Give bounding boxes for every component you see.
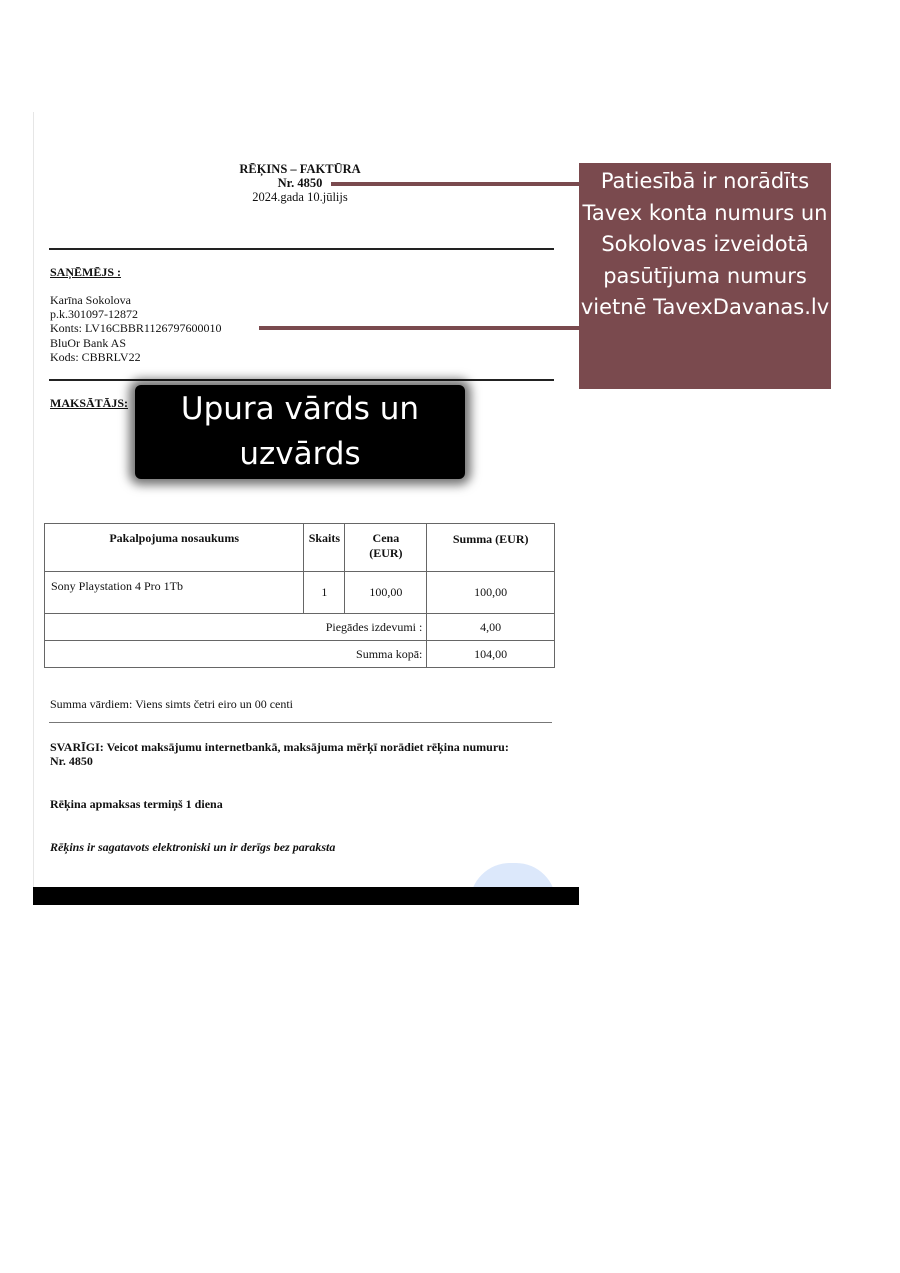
header-quantity: Skaits: [304, 524, 345, 572]
total-value: 104,00: [427, 641, 555, 668]
important-notice: [50, 740, 509, 768]
invoice-title: RĒĶINS – FAKTŪRA: [239, 162, 361, 176]
connector-line-account: [259, 326, 581, 330]
delivery-label: Piegādes izdevumi :: [45, 614, 427, 641]
items-table: [44, 523, 555, 668]
payment-term: Rēķina apmaksas termiņš 1 diena: [50, 797, 223, 811]
divider-top: [49, 248, 554, 250]
table-row: [45, 572, 555, 614]
annotation-callout: Patiesībā ir norādīts Tavex konta numurs un Sokolovas izveidotā pasūtījuma numurs vietnē TavexDavanas.lv: [579, 163, 831, 389]
sum-in-words: Summa vārdiem: Viens simts četri eiro un 00 centi: [50, 697, 294, 711]
electronic-note: Rēķins ir sagatavots elektroniski un ir derīgs bez paraksta: [50, 840, 336, 854]
important-notice-line2: Nr. 4850: [50, 754, 93, 768]
recipient-label: SAŅĒMĒJS :: [50, 265, 122, 279]
item-price: 100,00: [345, 572, 427, 614]
recipient-bank-code: Kods: CBBRLV22: [50, 349, 141, 364]
payer-redaction-box: [135, 385, 465, 479]
recipient-details: [50, 293, 221, 364]
divider-middle: [49, 379, 554, 381]
recipient-account: Konts: LV16CBBR1126797600010: [50, 321, 222, 336]
invoice-date: 2024.gada 10.jūlijs: [252, 190, 348, 204]
total-label: Summa kopā:: [45, 641, 427, 668]
total-row: [45, 641, 555, 668]
connector-line-invoice-number: [331, 182, 581, 186]
item-name: Sony Playstation 4 Pro 1Tb: [45, 572, 304, 614]
document-edge: [33, 112, 34, 887]
header-price: Cena (EUR): [345, 524, 427, 572]
bottom-black-bar: [33, 887, 579, 905]
recipient-personal-code: p.k.301097-12872: [50, 307, 138, 322]
item-quantity: 1: [304, 572, 345, 614]
payer-label: MAKSĀTĀJS:: [50, 396, 129, 410]
recipient-bank: BluOr Bank AS: [50, 335, 127, 350]
table-header-row: [45, 524, 555, 572]
divider-bottom: [49, 722, 552, 723]
recipient-name: Karīna Sokolova: [50, 293, 131, 307]
item-sum: 100,00: [427, 572, 555, 614]
invoice-number: Nr. 4850: [277, 176, 323, 190]
important-notice-line1: SVARĪGI: Veicot maksājumu internetbankā, maksājuma mērķī norādiet rēķina numuru:: [50, 740, 509, 754]
redaction-note: Upura vārds un uzvārds: [180, 391, 420, 472]
delivery-row: [45, 614, 555, 641]
delivery-value: 4,00: [427, 614, 555, 641]
header-sum: Summa (EUR): [427, 524, 555, 572]
header-service-name: Pakalpojuma nosaukums: [45, 524, 304, 572]
